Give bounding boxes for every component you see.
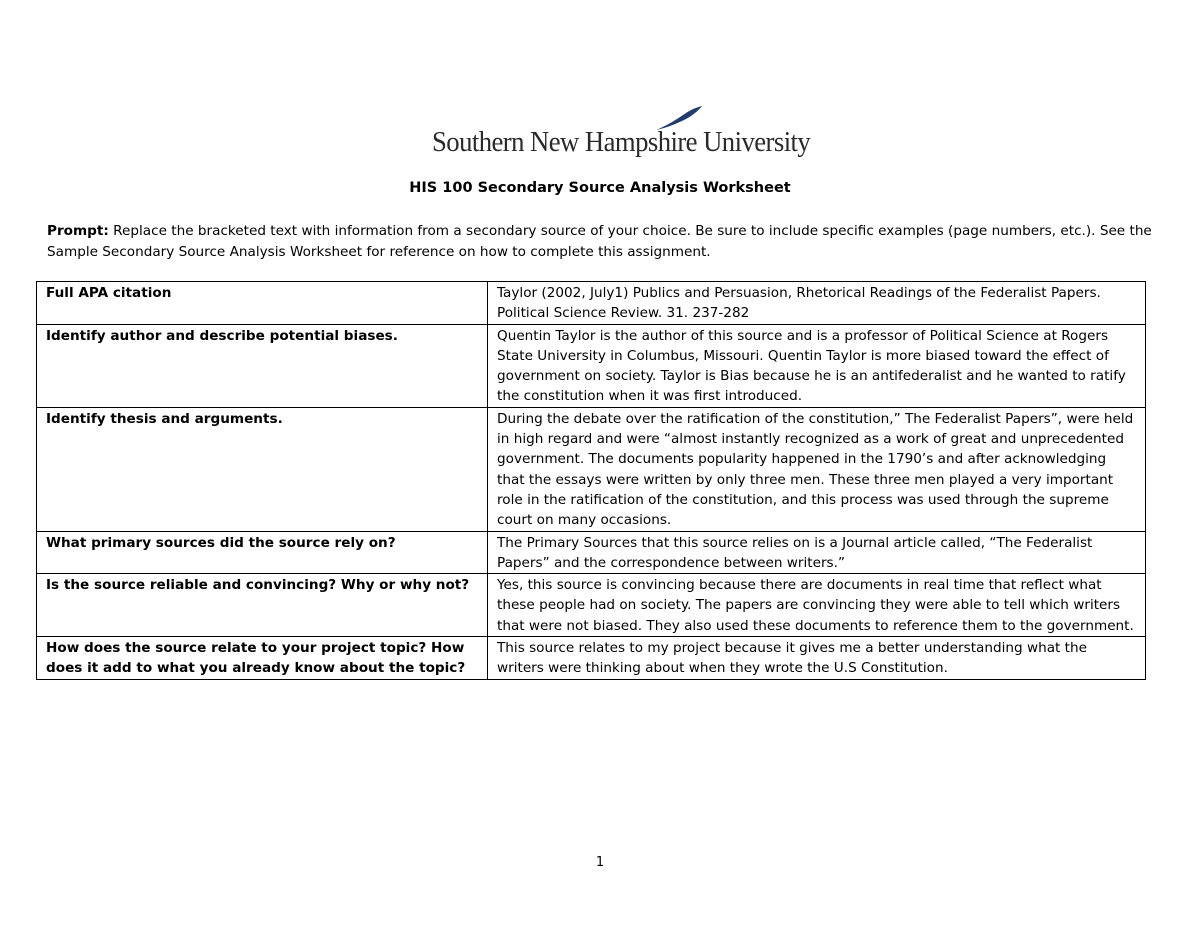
question-cell: How does the source relate to your project topic? How does it add to what you already know about the topic?	[37, 637, 488, 680]
table-row	[37, 407, 1146, 531]
prompt-label: Prompt:	[47, 223, 109, 239]
prompt-paragraph	[47, 221, 1157, 262]
question-cell: Full APA citation	[37, 282, 488, 325]
worksheet-table	[36, 281, 1146, 680]
question-cell: Identify author and describe potential biases.	[37, 324, 488, 407]
answer-cell: Yes, this source is convincing because there are documents in real time that reflect what these people had on society. The papers are convincing they were able to tell which writers that were not biased. They also used these documents to reference them to the government.	[488, 574, 1146, 637]
page-title: HIS 100 Secondary Source Analysis Worksheet	[409, 180, 791, 196]
university-logo	[432, 106, 811, 162]
prompt-text: Replace the bracketed text with information from a secondary source of your choice. Be sure to include specific examples (page numbers, etc.). See the Sample Secondary Source Analysis Worksheet for reference on how to complete this assignment.	[47, 223, 1152, 260]
answer-cell: This source relates to my project because it gives me a better understanding what the writers were thinking about when they wrote the U.S Constitution.	[488, 637, 1146, 680]
logo-wordmark: Southern New Hampshire University	[432, 126, 811, 158]
table-row	[37, 637, 1146, 680]
question-cell: Identify thesis and arguments.	[37, 407, 488, 531]
table-row	[37, 531, 1146, 574]
answer-cell: Taylor (2002, July1) Publics and Persuasion, Rhetorical Readings of the Federalist Papers. Political Science Review. 31. 237-282	[488, 282, 1146, 325]
answer-cell: Quentin Taylor is the author of this source and is a professor of Political Science at Rogers State University in Columbus, Missouri. Quentin Taylor is more biased toward the effect of government on society. Taylor is Bias because he is an antifederalist and he wanted to ratify the constitution when it was first introduced.	[488, 324, 1146, 407]
question-cell: What primary sources did the source rely on?	[37, 531, 488, 574]
table-row	[37, 324, 1146, 407]
answer-cell: During the debate over the ratification of the constitution,” The Federalist Papers”, were held in high regard and were “almost instantly recognized as a work of great and unprecedented government. The documents popularity happened in the 1790’s and after acknowledging that the essays were written by only three men. These three men played a very important role in the ratification of the constitution, and this process was used through the supreme court on many occasions.	[488, 407, 1146, 531]
page-number: 1	[595, 855, 605, 870]
table-row	[37, 282, 1146, 325]
table-row	[37, 574, 1146, 637]
question-cell: Is the source reliable and convincing? Why or why not?	[37, 574, 488, 637]
answer-cell: The Primary Sources that this source relies on is a Journal article called, “The Federalist Papers” and the correspondence between writers.”	[488, 531, 1146, 574]
